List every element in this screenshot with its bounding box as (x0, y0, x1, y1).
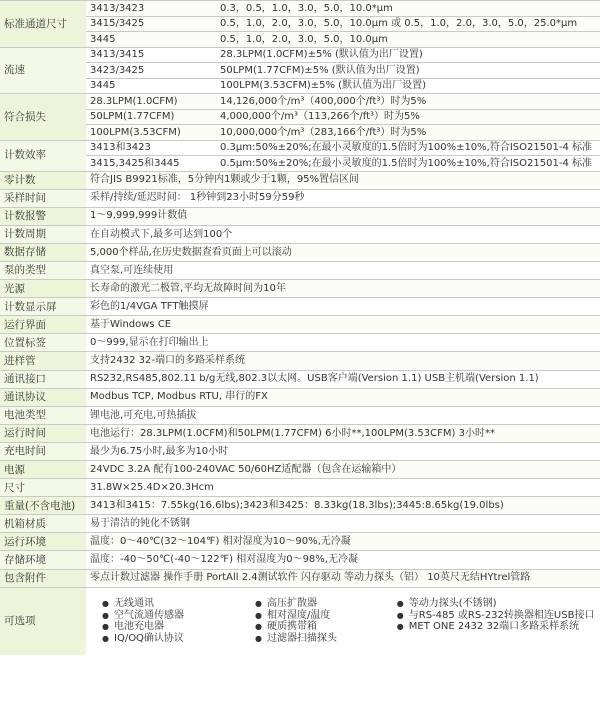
value-cell: 0.5，1.0，2.0，3.0，5.0，10.0μm 或 0.5，1.0，2.0，3.0，5.0，25.0*μm (216, 16, 600, 32)
value-cell: 100LPM(3.53CFM)±5% (默认值为出厂设置) (216, 78, 600, 94)
table-row (0, 280, 600, 298)
table-row (0, 515, 600, 533)
table-row (0, 94, 600, 110)
row-label: 电源 (0, 461, 86, 479)
value-cell: 符合JIS B9921标准，5分钟内1颗或少于1颗，95%置信区间 (86, 171, 600, 189)
table-row (0, 1, 600, 17)
value-cell: 50LPM(1.77CFM)±5% (默认值为出厂设置) (216, 63, 600, 79)
row-label: 光源 (0, 280, 86, 298)
value-cell: 长寿命的激光二极管,平均无故障时间为10年 (86, 280, 600, 298)
row-label: 进样管 (0, 352, 86, 370)
table-row (0, 243, 600, 261)
table-row (0, 352, 600, 370)
value-cell: 基于Windows CE (86, 316, 600, 334)
model-cell: 28.3LPM(1.0CFM) (86, 94, 216, 110)
model-cell: 3413/3423 (86, 1, 216, 17)
row-label: 数据存储 (0, 243, 86, 261)
option-item: ● 空气流通传感器 (104, 610, 243, 622)
row-label: 电池类型 (0, 406, 86, 424)
options-cell (86, 587, 600, 655)
table-row (0, 109, 600, 125)
value-cell: RS232,RS485,802.11 b/g无线,802.3以太网。USB客户端(Version 1.1) USB主机端(Version 1.1) (86, 370, 600, 388)
model-cell: 50LPM(1.77CFM) (86, 109, 216, 125)
value-cell: 3413和3415：7.55kg(16.6lbs);3423和3425：8.33kg(18.3lbs);3445:8.65kg(19.0lbs) (86, 497, 600, 515)
value-cell: 10,000,000个/m³（283,166个/ft³）时为5% (216, 125, 600, 141)
value-cell: 锂电池,可充电,可热插拔 (86, 406, 600, 424)
value-cell: 电池运行：28.3LPM(1.0CFM)和50LPM(1.77CFM) 6小时**,100LPM(3.53CFM) 3小时** (86, 424, 600, 442)
table-row-options (0, 587, 600, 655)
model-cell: 3413和3423 (86, 140, 216, 156)
table-row (0, 298, 600, 316)
table-row (0, 551, 600, 569)
option-item: ● 相对湿度/温度 (257, 610, 385, 622)
table-row (0, 533, 600, 551)
table-row (0, 207, 600, 225)
table-row (0, 171, 600, 189)
row-label: 标准通道尺寸 (0, 1, 86, 48)
value-cell: 1～9,999,999计数值 (86, 207, 600, 225)
row-label: 机箱材质 (0, 515, 86, 533)
row-label: 泵的类型 (0, 261, 86, 279)
row-label: 可选项 (0, 587, 86, 655)
value-cell: 支持2432 32-端口的多路采样系统 (86, 352, 600, 370)
table-row (0, 225, 600, 243)
value-cell: 0～999,显示在打印输出上 (86, 334, 600, 352)
table-row (0, 569, 600, 587)
options-column-2 (243, 598, 385, 644)
row-label: 运行环境 (0, 533, 86, 551)
option-item: ● 高压扩散器 (257, 598, 385, 610)
table-row (0, 156, 600, 172)
value-cell: 在自动模式下,最多可达到100个 (86, 225, 600, 243)
table-row (0, 63, 600, 79)
options-column-3 (385, 598, 596, 644)
row-label: 计数周期 (0, 225, 86, 243)
value-cell: 24VDC 3.2A 配有100-240VAC 50/60HZ适配器（包含在运输箱中） (86, 461, 600, 479)
value-cell: Modbus TCP, Modbus RTU, 串行的FX (86, 388, 600, 406)
row-label: 位置标签 (0, 334, 86, 352)
row-label: 流速 (0, 47, 86, 94)
model-cell: 3415/3425 (86, 16, 216, 32)
table-row (0, 479, 600, 497)
row-label: 计数效率 (0, 140, 86, 171)
row-label: 通讯协议 (0, 388, 86, 406)
value-cell: 0.5μm:50%±20%;在最小灵敏度的1.5倍时为100%±10%,符合ISO21501-4 标准 (216, 156, 600, 172)
table-row (0, 78, 600, 94)
row-label: 采样时间 (0, 189, 86, 207)
value-cell: 彩色的1/4VGA TFT触摸屏 (86, 298, 600, 316)
row-label: 存储环境 (0, 551, 86, 569)
table-row (0, 16, 600, 32)
row-label: 重量(不含电池) (0, 497, 86, 515)
table-row (0, 424, 600, 442)
value-cell: 零点计数过滤器 操作手册 PortAll 2.4测试软件 闪存驱动 等动力探头（铝） 10英尺无结HYtrel管路 (86, 569, 600, 587)
row-label: 计数报警 (0, 207, 86, 225)
model-cell: 3413/3415 (86, 47, 216, 63)
value-cell: 28.3LPM(1.0CFM)±5% (默认值为出厂设置) (216, 47, 600, 63)
model-cell: 3423/3425 (86, 63, 216, 79)
table-row (0, 47, 600, 63)
value-cell: 真空泵,可连续使用 (86, 261, 600, 279)
table-row (0, 406, 600, 424)
model-cell: 3445 (86, 78, 216, 94)
option-item: ● 等动力探头(不锈钢) (399, 598, 596, 610)
option-item: ● 硬质携带箱 (257, 621, 385, 633)
simple-spec-rows (0, 171, 600, 587)
value-cell: 14,126,000个/m³（400,000个/ft³）时为5% (216, 94, 600, 110)
row-label: 通讯接口 (0, 370, 86, 388)
row-label: 符合损失 (0, 94, 86, 141)
row-label: 运行时间 (0, 424, 86, 442)
value-cell: 温度：0～40℃(32～104℉) 相对湿度为10～90%,无冷凝 (86, 533, 600, 551)
value-cell: 采样/持续/延迟时间： 1秒钟到23小时59分59秒 (86, 189, 600, 207)
option-item: ● 过滤器扫描探头 (257, 633, 385, 645)
row-label: 充电时间 (0, 442, 86, 460)
model-cell: 100LPM(3.53CFM) (86, 125, 216, 141)
table-row (0, 261, 600, 279)
table-row (0, 334, 600, 352)
option-item: ● MET ONE 2432 32端口多路采样系统 (399, 621, 596, 633)
model-cell: 3415,3425和3445 (86, 156, 216, 172)
options-column-1 (90, 598, 243, 644)
table-row (0, 125, 600, 141)
table-row (0, 461, 600, 479)
value-cell: 最少为6.75小时,最多为10小时 (86, 442, 600, 460)
table-row (0, 316, 600, 334)
row-label: 尺寸 (0, 479, 86, 497)
value-cell: 31.8W×25.4D×20.3Hcm (86, 479, 600, 497)
value-cell: 0.3，0.5，1.0，3.0，5.0，10.0*μm (216, 1, 600, 17)
row-label: 包含附件 (0, 569, 86, 587)
options-list (90, 595, 596, 647)
table-row (0, 497, 600, 515)
option-item: ● 电池充电器 (104, 621, 243, 633)
table-row (0, 442, 600, 460)
option-item: ● IQ/OQ确认协议 (104, 633, 243, 645)
table-row (0, 388, 600, 406)
row-label: 计数显示屏 (0, 298, 86, 316)
option-item: ● 与RS-485 或RS-232转换器相连USB接口 (399, 610, 596, 622)
row-label: 零计数 (0, 171, 86, 189)
value-cell: 0.5，1.0，2.0，3.0，5.0，10.0μm (216, 32, 600, 48)
option-item: ● 无线通讯 (104, 598, 243, 610)
value-cell: 0.3μm:50%±20%;在最小灵敏度的1.5倍时为100%±10%,符合ISO21501-4 标准 (216, 140, 600, 156)
table-row (0, 32, 600, 48)
value-cell: 4,000,000个/m³（113,266个/ft³）时为5% (216, 109, 600, 125)
model-cell: 3445 (86, 32, 216, 48)
value-cell: 易于清洁的钝化不锈钢 (86, 515, 600, 533)
value-cell: 温度：-40～50℃(-40～122℉) 相对湿度为0～98%,无冷凝 (86, 551, 600, 569)
row-label: 运行界面 (0, 316, 86, 334)
value-cell: 5,000个样品,在历史数据查看页面上可以滚动 (86, 243, 600, 261)
table-row (0, 370, 600, 388)
table-row (0, 140, 600, 156)
table-row (0, 189, 600, 207)
